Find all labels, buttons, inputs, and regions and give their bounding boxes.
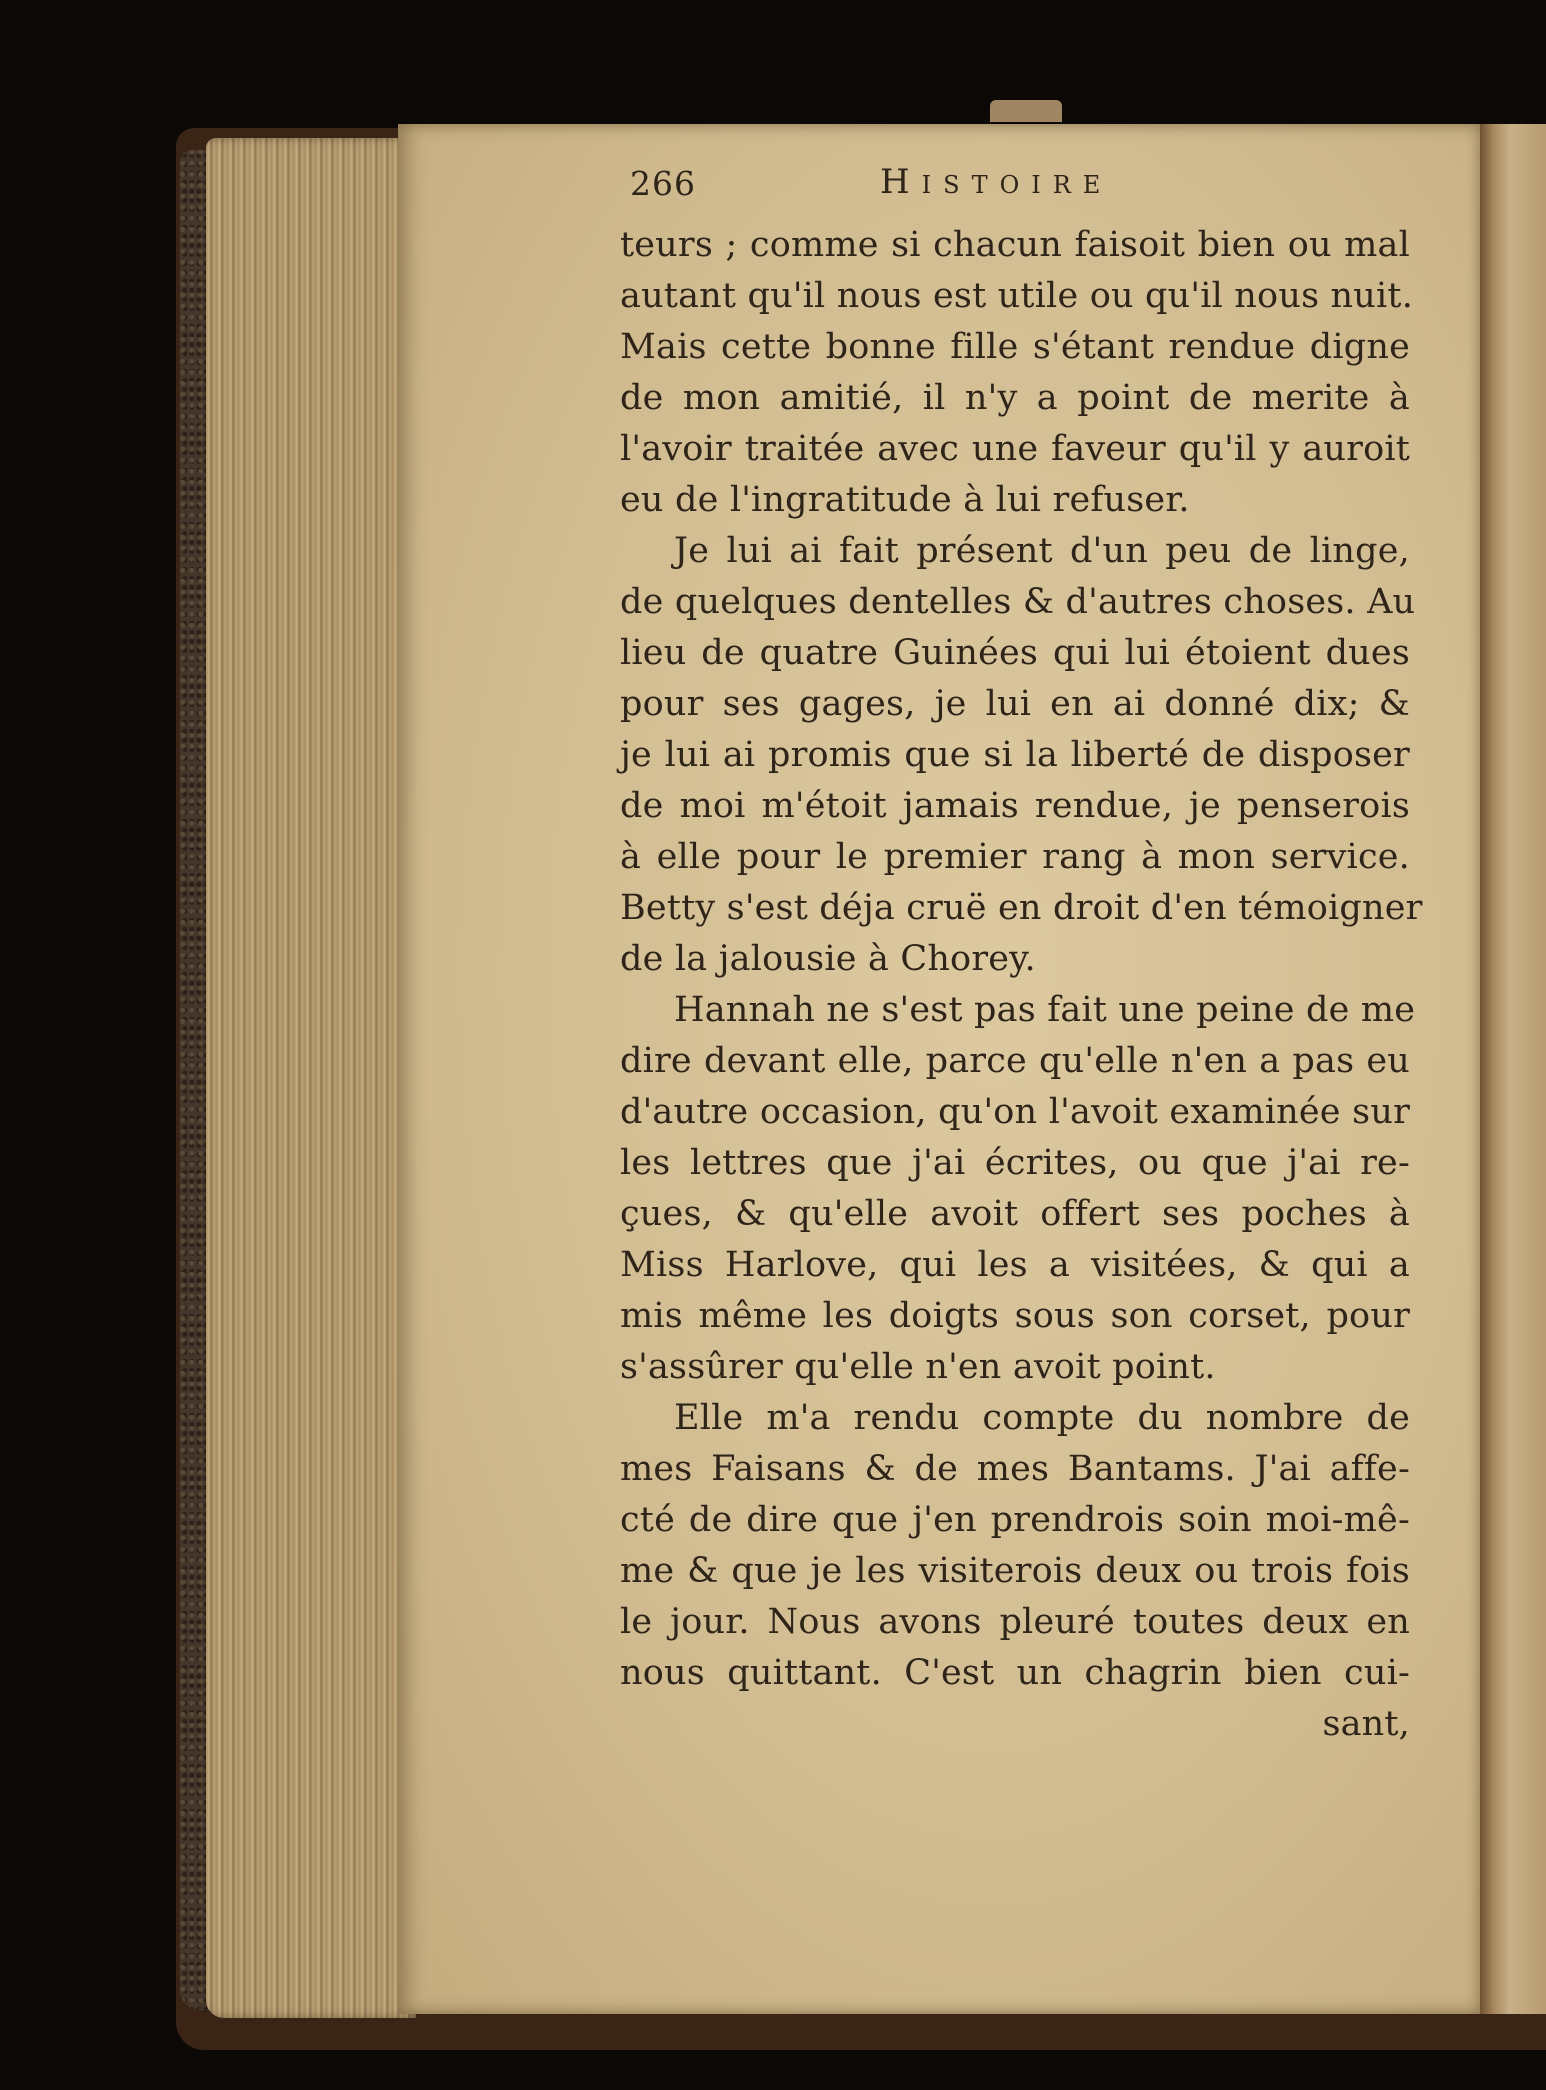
page-edges <box>206 138 416 2018</box>
text-line: de moi m'étoit jamais rendue, je penserois <box>620 786 1410 826</box>
text-line: mis même les doigts sous son corset, pour <box>620 1296 1410 1336</box>
text-line: çues, & qu'elle avoit offert ses poches à <box>620 1194 1410 1234</box>
text-line: de mon amitié, il n'y a point de merite à <box>620 378 1410 418</box>
text-line: l'avoir traitée avec une faveur qu'il y auroit <box>620 429 1410 469</box>
text-line: de la jalousie à Chorey. <box>620 939 1036 979</box>
text-line: mes Faisans & de mes Bantams. J'ai affe- <box>620 1449 1410 1489</box>
text-line: Je lui ai fait présent d'un peu de linge, <box>674 531 1410 571</box>
text-line: Elle m'a rendu compte du nombre de <box>674 1398 1410 1438</box>
text-line: à elle pour le premier rang à mon service. <box>620 837 1410 877</box>
text-line: eu de l'ingratitude à lui refuser. <box>620 480 1190 520</box>
text-line: Miss Harlove, qui les a visitées, & qui a <box>620 1245 1410 1285</box>
text-line: teurs ; comme si chacun faisoit bien ou mal <box>620 225 1410 265</box>
headband <box>990 100 1062 122</box>
catchword: sant, <box>1322 1704 1410 1744</box>
text-line: dire devant elle, parce qu'elle n'en a pas eu <box>620 1041 1410 1081</box>
text-line: pour ses gages, je lui en ai donné dix; & <box>620 684 1410 724</box>
text-line: d'autre occasion, qu'on l'avoit examinée sur <box>620 1092 1410 1132</box>
text-line: le jour. Nous avons pleuré toutes deux en <box>620 1602 1410 1642</box>
text-line: Hannah ne s'est pas fait une peine de me <box>674 990 1416 1030</box>
facing-page-edge <box>1480 124 1546 2014</box>
body-text <box>620 220 1423 1699</box>
text-line: je lui ai promis que si la liberté de disposer <box>620 735 1410 775</box>
running-title: Histoire <box>880 162 1113 202</box>
page-number: 266 <box>630 164 696 203</box>
text-line: Mais cette bonne fille s'étant rendue digne <box>620 327 1410 367</box>
text-line: lieu de quatre Guinées qui lui étoient dues <box>620 633 1410 673</box>
text-line: les lettres que j'ai écrites, ou que j'ai re- <box>620 1143 1410 1183</box>
text-line: nous quittant. C'est un chagrin bien cui- <box>620 1653 1410 1693</box>
text-line: autant qu'il nous est utile ou qu'il nous nuit. <box>620 276 1414 316</box>
running-head <box>620 158 1410 220</box>
text-line: Betty s'est déja cruë en droit d'en témoigner <box>620 888 1423 928</box>
text-line: s'assûrer qu'elle n'en avoit point. <box>620 1347 1216 1387</box>
text-line: de quelques dentelles & d'autres choses. Au <box>620 582 1416 622</box>
text-line: me & que je les visiterois deux ou trois fois <box>620 1551 1410 1591</box>
text-block <box>620 158 1423 1750</box>
text-line: cté de dire que j'en prendrois soin moi-mê- <box>620 1500 1410 1540</box>
